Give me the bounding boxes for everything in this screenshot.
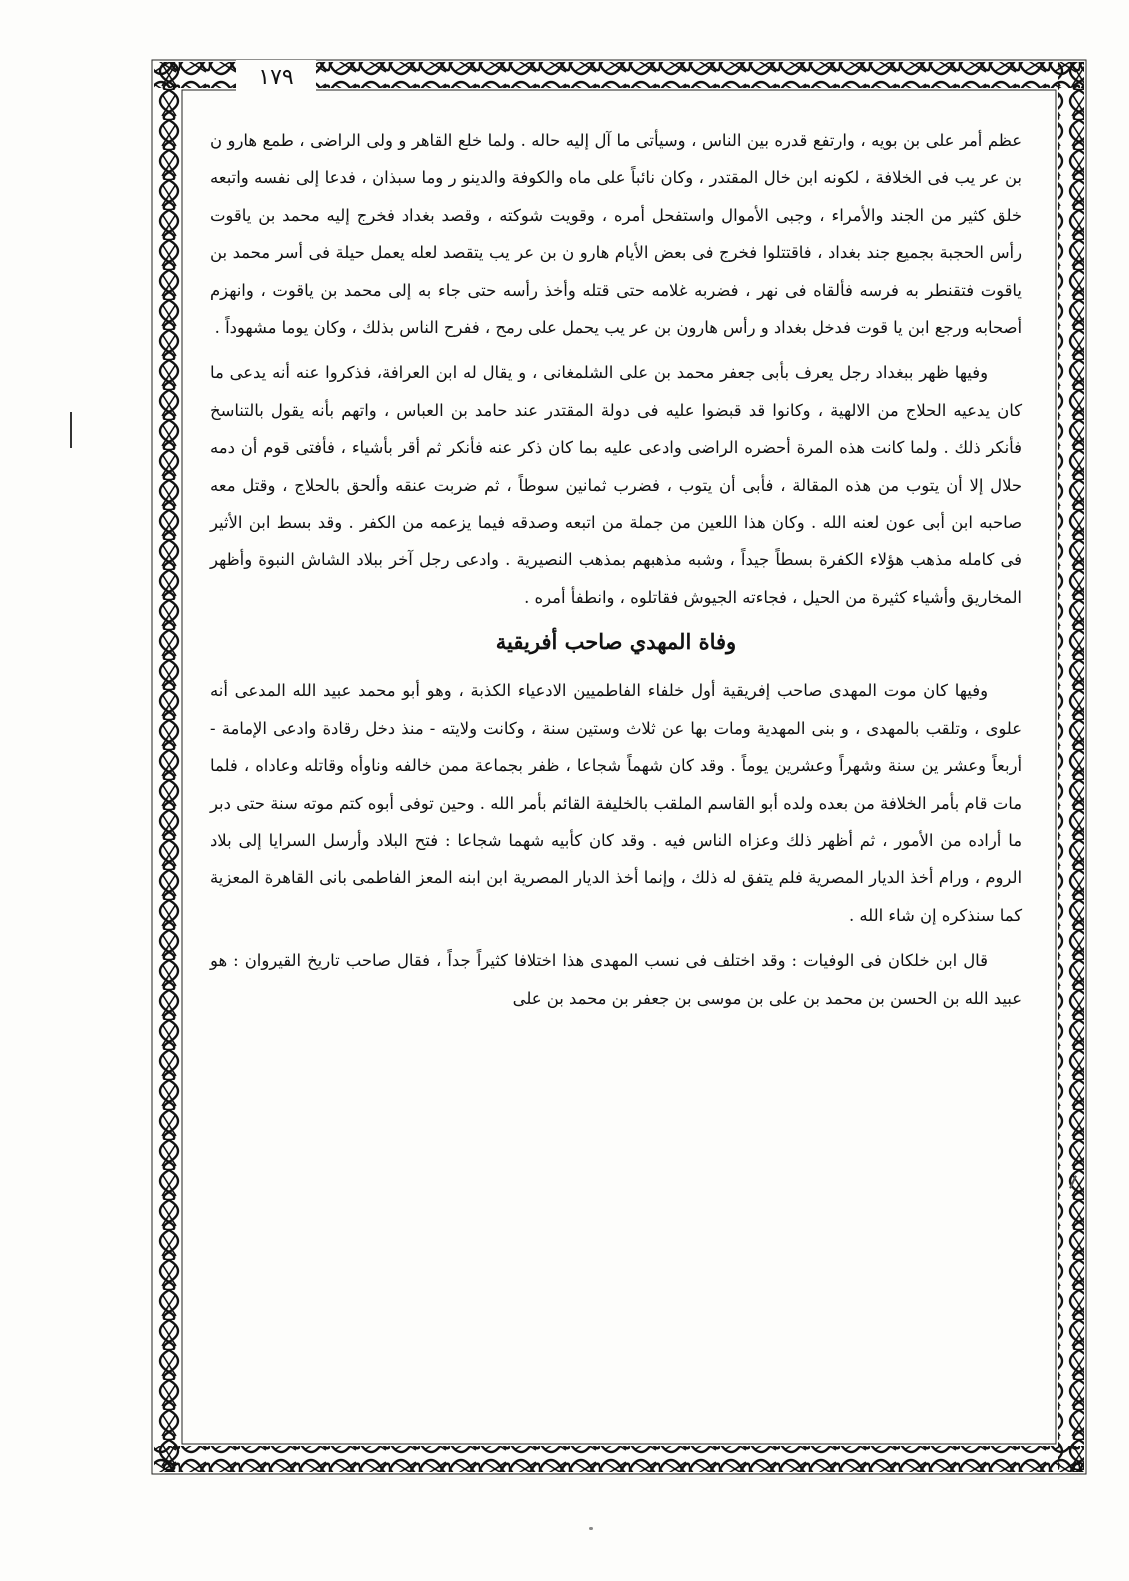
section-heading: وفاة المهدي صاحب أفريقية [495, 629, 737, 655]
paragraph: عظم أمر على بن بويه ، وارتفع قدره بين الناس ، وسيأتى ما آل إليه حاله . ولما خلع القاهر و ولى الراضى ، طمع هارو ن بن عر يب فى الخلافة ، لكونه ابن خال المقتدر ، وكان نائباً على ماه والكوفة والدينو ر وما سبذان ، فدعا إلى نفسه واتبعه خلق كثير من الجند والأمراء ، وجبى الأموال واستفحل أمره ، وقويت شوكته ، وقصد بغداد فخرج إليه محمد بن ياقوت رأس الحجبة بجميع جند بغداد ، فاقتتلوا فخرج فى بعض الأيام هارو ن بن عر يب يتقصد لعله يعمل حيلة فى أسر محمد بن ياقوت فتقنطر به فرسه فألقاه فى نهر ، فضربه غلامه حتى قتله وأخذ رأسه حتى جاء به إلى محمد بن ياقوت ، وانهزم أصحابه ورجع ابن يا قوت فدخل بغداد و رأس هارون بن عر يب يحمل على رمح ، ففرح الناس بذلك ، وكان يوما مشهوداً . [210, 131, 1022, 338]
margin-mark [70, 412, 72, 448]
paragraph: وفيها كان موت المهدى صاحب إفريقية أول خلفاء الفاطميين الادعياء الكذبة ، وهو أبو محمد عبيد الله المدعى أنه علوى ، وتلقب بالمهدى ، و بنى المهدية ومات بها عن ثلاث وستين سنة ، وكانت ولايته - منذ دخل رقادة وادعى الإمامة - أربعاً وعشر ين سنة وشهراً وعشرين يوماً . وقد كان شهماً شجاعا ، ظفر بجماعة ممن خالفه وناوأه وقاتله وعاداه ، فلما مات قام بأمر الخلافة من بعده ولده أبو القاسم الملقب بالخليفة القائم بأمر الله . وحين توفى أبوه كتم موته سنة حتى دبر ما أراده من الأمور ، ثم أظهر ذلك وعزاه الناس فيه . وقد كان كأبيه شهما شجاعا : فتح البلاد وأرسل السرايا إلى بلاد الروم ، ورام أخذ الديار المصرية فلم يتفق له ذلك ، وإنما أخذ الديار المصرية ابن ابنه المعز الفاطمى بانى القاهرة المعزية كما سنذكره إن شاء الله . [210, 681, 1022, 925]
paragraph: قال ابن خلكان فى الوفيات : وقد اختلف فى نسب المهدى هذا اختلافا كثيراً جداً ، فقال صاحب تاريخ القيروان : هو عبيد الله بن الحسن بن محمد بن على بن موسى بن جعفر بن محمد بن على [210, 951, 1022, 1008]
body-text [210, 122, 1022, 1417]
page-number: ١٧٩ [236, 60, 316, 96]
ink-spot [589, 1527, 593, 1530]
paragraph: وفيها ظهر ببغداد رجل يعرف بأبى جعفر محمد بن على الشلمغانى ، و يقال له ابن العرافة، فذكروا عنه أنه يدعى ما كان يدعيه الحلاج من الالهية ، وكانوا قد قبضوا عليه فى دولة المقتدر عند حامد بن العباس ، واتهم بأنه يقول بالتناسخ فأنكر ذلك . ولما كانت هذه المرة أحضره الراضى وادعى عليه بما كان ذكر عنه فأنكر ثم أقر بأشياء ، فأفتى قوم أن دمه حلال إلا أن يتوب من هذه المقالة ، فأبى أن يتوب ، فضرب ثمانين سوطاً ، ثم ضربت عنقه وألحق بالحلاج ، وقتل معه صاحبه ابن أبى عون لعنه الله . وكان هذا اللعين من جملة من اتبعه وصدقه فيما يزعمه من الكفر . وقد بسط ابن الأثير فى كامله مذهب هؤلاء الكفرة بسطاً جيداً ، وشبه مذهبهم بمذهب النصيرية . وادعى رجل آخر ببلاد الشاش النبوة وأظهر المخاريق وأشياء كثيرة من الحيل ، فجاءته الجيوش فقاتلوه ، وانطفأ أمره . [210, 363, 1022, 607]
